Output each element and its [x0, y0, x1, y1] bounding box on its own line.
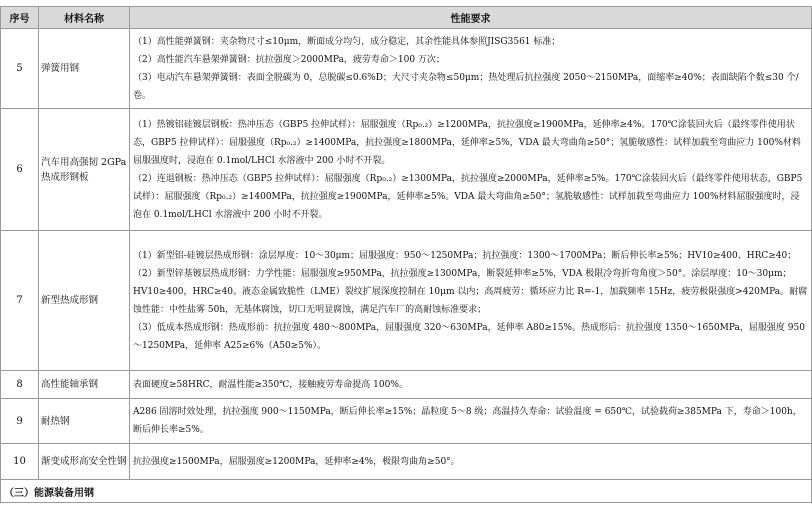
table-header-row	[1, 7, 812, 29]
section-row	[1, 480, 812, 503]
section-heading: （三）能源装备用钢	[1, 480, 812, 503]
table-row	[1, 29, 812, 109]
row-name: 汽车用高强韧 2GPa热成形钢板	[39, 109, 130, 231]
row-name: 高性能轴承钢	[39, 371, 130, 399]
row-requirements	[130, 371, 812, 399]
requirement-line: （3）低成本热成形钢：热成形前：抗拉强度 480～800MPa，屈服强度 320～630MPa，延伸率 A80≥15%。热成形后：抗拉强度 1350～1650MPa，屈服强度 950～1250MPa，延伸率 A25≥6%（A50≥5%）。	[133, 322, 805, 351]
row-name: 新型热成形钢	[39, 231, 130, 371]
row-no: 7	[1, 231, 39, 371]
row-no: 10	[1, 444, 39, 480]
requirement-line: （1）热镀铝硅镀层钢板：热冲压态（GBP5 拉伸试样）：屈服强度（Rp₀.₂）≥1200MPa，抗拉强度≥1900MPa，延伸率≥4%。170℃涂装回火后（最终零件使用状态，GBP5 拉伸试样）：屈服强度（Rp₀.₂）≥1400MPa，抗拉强度≥1800MPa，延伸率≥5%，VDA 最大弯曲角≥50°；氢脆敏感性：试样加载至弯曲应力 100%材料屈服强度时，浸泡在 0.1mol/LHCl 水溶液中 200 小时不开裂。	[133, 119, 801, 166]
requirement-line: （2）新型锌基镀层热成形钢：力学性能：屈服强度≥950MPa，抗拉强度≥1300MPa，断裂延伸率≥5%，VDA 极限冷弯折弯角度＞50°。涂层厚度：10～30μm；HV10≥400，HRC≥40。液态金属致脆性（LME）裂纹扩展深度控制在 10μm 以内；高周疲劳：循环应力比 R=-1，加载频率 15Hz，疲劳极限强度>420MPa。耐腐蚀性能：中性盐雾 50h，无基体腐蚀，切口无明显腐蚀，满足汽车厂的高耐蚀标准要求；	[133, 268, 808, 315]
table-row	[1, 231, 812, 371]
row-requirements	[130, 444, 812, 480]
requirements-table	[0, 6, 812, 503]
row-name: 弹簧用钢	[39, 29, 130, 109]
table-row	[1, 371, 812, 399]
row-no: 9	[1, 399, 39, 444]
table-row	[1, 444, 812, 480]
row-no: 8	[1, 371, 39, 399]
requirement-line: 抗拉强度≥1500MPa，屈服强度≥1200MPa，延伸率≥4%，极限弯曲角≥50°。	[133, 456, 460, 467]
row-no: 5	[1, 29, 39, 109]
requirement-line: A286 固溶时效处理，抗拉强度 900～1150MPa，断后伸长率≥15%；晶粒度 5～8 级；高温持久寿命：试验温度 = 650℃，试验载荷≥385MPa 下，寿命＞100h，断后伸长率≥5%。	[133, 407, 802, 435]
row-requirements	[130, 231, 812, 371]
header-name: 材料名称	[39, 7, 130, 29]
row-requirements	[130, 399, 812, 444]
requirement-line: （2）高性能汽车悬架弹簧钢：抗拉强度＞2000MPa，疲劳寿命＞100 万次；	[133, 54, 445, 65]
row-name: 耐热钢	[39, 399, 130, 444]
table-row	[1, 399, 812, 444]
row-no: 6	[1, 109, 39, 231]
header-no: 序号	[1, 7, 39, 29]
requirement-line: （1）新型铝-硅镀层热成形钢：涂层厚度：10～30μm；屈服强度：950～1250MPa；抗拉强度：1300～1700MPa；断后伸长率≥5%；HV10≥400、HRC≥40；	[133, 250, 797, 261]
requirement-line: （2）连退钢板：热冲压态（GBP5 拉伸试样）：屈服强度（Rp₀.₂）≥1300MPa，抗拉强度≥2000MPa，延伸率≥5%。170℃涂装回火后（最终零件使用状态，GBP5 试样）：屈服强度（Rp₀.₂）≥1400MPa，抗拉强度≥1900MPa，延伸率≥5%。VDA 最大弯曲角≥50°；氢脆敏感性：试样加载至弯曲应力 100%材料屈服强度时，浸泡在 0.1mol/LHCl 水溶液中 200 小时不开裂。	[133, 173, 803, 220]
row-requirements	[130, 109, 812, 231]
requirement-line: 表面硬度≥58HRC，耐温性能≥350℃，接触疲劳寿命提高 100%。	[133, 379, 408, 390]
header-requirements: 性能要求	[130, 7, 812, 29]
requirement-line: （1）高性能弹簧钢：夹杂物尺寸≤10μm，断面成分均匀，成分稳定，其余性能具体参照JISG3561 标准；	[133, 36, 561, 47]
row-name: 渐变成形高安全性钢	[39, 444, 130, 480]
row-requirements	[130, 29, 812, 109]
requirement-line: （3）电动汽车悬架弹簧钢：表面全脱碳为 0，总脱碳≤0.6%D；大尺寸夹杂物≤50μm；热处理后抗拉强度 2050～2150MPa，面缩率≥40%；表面缺陷个数≤30 个/卷。	[133, 72, 799, 101]
table-row	[1, 109, 812, 231]
